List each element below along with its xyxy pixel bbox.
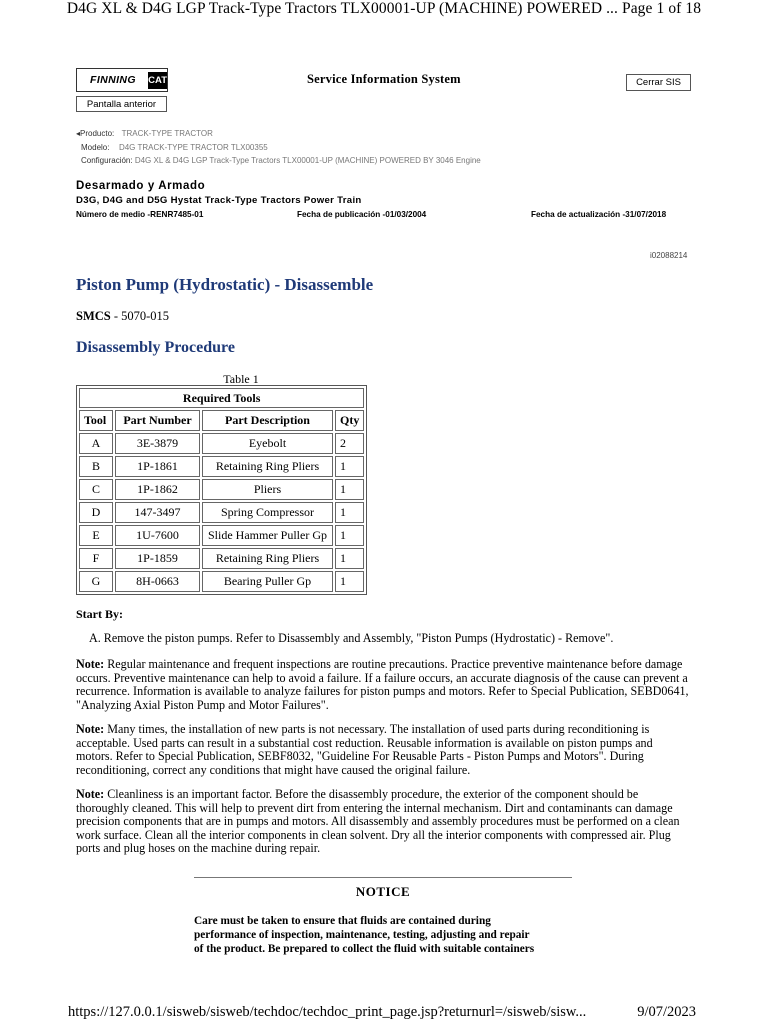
config-line (81, 156, 481, 165)
step-a: A. Remove the piston pumps. Refer to Disassembly and Assembly, "Piston Pumps (Hydrostatic) - Remove". (89, 631, 614, 645)
table-row (79, 456, 364, 477)
table-cell: 1 (335, 502, 364, 523)
print-header: D4G XL & D4G LGP Track-Type Tractors TLX00001-UP (MACHINE) POWERED ... Page 1 of 18 (66, 0, 702, 17)
cat-logo-icon: CAT (148, 72, 167, 89)
tools-table (76, 385, 367, 595)
note-1 (76, 658, 691, 712)
note-3-text: Cleanliness is an important factor. Before the disassembly procedure, the exterior of the component should be thoroughly cleaned. This will help to prevent dirt from entering the internal mechanism. Dirt and contaminants can damage precision components that are in pumps and motors. All disassembly and assembly procedures must be performed on a clean work surface. Clean all the interior components in clean solvent. Dry all the interior components with compressed air. Plug ports and plug hoses on the machine during repair. (76, 787, 680, 856)
note-label: Note: (76, 722, 105, 736)
table-row (79, 525, 364, 546)
table-cell: Retaining Ring Pliers (202, 548, 333, 569)
note-2 (76, 723, 691, 777)
smcs-line (76, 309, 169, 324)
smcs-value: - 5070-015 (110, 309, 170, 323)
table-cell: E (79, 525, 113, 546)
product-value[interactable]: TRACK-TYPE TRACTOR (121, 129, 213, 138)
table-cell: G (79, 571, 113, 592)
table-header-cell: Part Description (202, 410, 333, 431)
model-value[interactable]: D4G TRACK-TYPE TRACTOR TLX00355 (118, 143, 268, 152)
table-row (79, 571, 364, 592)
table-row (79, 548, 364, 569)
note-2-text: Many times, the installation of new parts is not necessary. The installation of used parts during reconditioning is acceptable. Used parts can result in a substantial cost reduction. Reusable information is available on piston pumps and motors. Refer to Special Publication, SEBF8032, "Guideline For Reusable Parts - Piston Pumps and Motors". During reconditioning, correct any conditions that might have caused the original failure. (76, 722, 653, 777)
finning-cat-logo (76, 68, 168, 92)
tools-table-wrap (76, 385, 367, 595)
table-cell: Eyebolt (202, 433, 333, 454)
table-cell: D (79, 502, 113, 523)
notice-line: performance of inspection, maintenance, testing, adjusting and repair (194, 929, 530, 941)
table-cell: Spring Compressor (202, 502, 333, 523)
table-row (79, 433, 364, 454)
page-title: Piston Pump (Hydrostatic) - Disassemble (76, 275, 374, 294)
footer-url: https://127.0.0.1/sisweb/sisweb/techdoc/techdoc_print_page.jsp?returnurl=/sisweb/sisw... (68, 1004, 587, 1020)
notice-divider (194, 877, 572, 878)
section-title: Desarmado y Armado (76, 180, 206, 192)
table-cell: 1 (335, 548, 364, 569)
table-cell: 1P-1861 (115, 456, 200, 477)
media-number: Número de medio -RENR7485-01 (76, 210, 204, 219)
table-caption: Table 1 (223, 372, 259, 386)
sis-title: Service Information System (307, 72, 461, 86)
update-date: Fecha de actualización -31/07/2018 (531, 210, 667, 219)
doc-id: i02088214 (650, 251, 688, 260)
notice-text (194, 914, 594, 956)
table-cell: 1 (335, 525, 364, 546)
footer-date: 9/07/2023 (637, 1004, 696, 1020)
table-row (79, 502, 364, 523)
table-header-row (79, 410, 364, 431)
model-line (81, 143, 268, 152)
table-header-cell: Tool (79, 410, 113, 431)
close-sis-button[interactable]: Cerrar SIS (626, 74, 691, 91)
note-1-text: Regular maintenance and frequent inspections are routine precautions. Practice preventive maintenance before damage occurs. Preventive maintenance can help to avoid a failure. If a failure occurs, an accurate diagnosis of the cause can prevent a recurrence. Information is available to analyze failures for piston pumps and motors. Refer to Special Publication, SEBD0641, "Analyzing Axial Piston Pump and Motor Failures". (76, 657, 689, 712)
table-cell: Slide Hammer Puller Gp (202, 525, 333, 546)
back-button[interactable]: Pantalla anterior (76, 96, 167, 112)
product-line (76, 129, 213, 138)
start-by-label: Start By: (76, 607, 123, 621)
table-cell: 1 (335, 456, 364, 477)
notice-line: Care must be taken to ensure that fluids are contained during (194, 915, 491, 927)
config-value: D4G XL & D4G LGP Track-Type Tractors TLX00001-UP (MACHINE) POWERED BY 3046 Engine (134, 156, 481, 165)
table-cell: 1U-7600 (115, 525, 200, 546)
table-cell: C (79, 479, 113, 500)
note-3 (76, 788, 691, 856)
table-cell: 147-3497 (115, 502, 200, 523)
procedure-title: Disassembly Procedure (76, 339, 235, 356)
note-label: Note: (76, 657, 105, 671)
table-cell: 1 (335, 571, 364, 592)
table-row (79, 479, 364, 500)
table-cell: F (79, 548, 113, 569)
table-title: Required Tools (79, 388, 364, 408)
table-header-cell: Qty (335, 410, 364, 431)
product-label: ◂Producto: (76, 129, 115, 138)
table-cell: 1P-1862 (115, 479, 200, 500)
table-cell: 1 (335, 479, 364, 500)
config-label: Configuración: (81, 156, 133, 165)
doc-subtitle: D3G, D4G and D5G Hystat Track-Type Tractors Power Train (76, 195, 362, 206)
finning-logo-text: FINNING (90, 74, 136, 86)
table-cell: A (79, 433, 113, 454)
model-label: Modelo: (81, 143, 110, 152)
table-cell: Retaining Ring Pliers (202, 456, 333, 477)
table-cell: B (79, 456, 113, 477)
table-cell: 3E-3879 (115, 433, 200, 454)
table-cell: Pliers (202, 479, 333, 500)
table-cell: 8H-0663 (115, 571, 200, 592)
publication-date: Fecha de publicación -01/03/2004 (297, 210, 427, 219)
table-header-cell: Part Number (115, 410, 200, 431)
note-label: Note: (76, 787, 105, 801)
table-cell: 1P-1859 (115, 548, 200, 569)
notice-line: of the product. Be prepared to collect the fluid with suitable containers (194, 943, 535, 955)
table-cell: Bearing Puller Gp (202, 571, 333, 592)
notice-title: NOTICE (355, 884, 411, 899)
tools-table-body (79, 433, 364, 592)
table-cell: 2 (335, 433, 364, 454)
smcs-label: SMCS (76, 309, 111, 323)
